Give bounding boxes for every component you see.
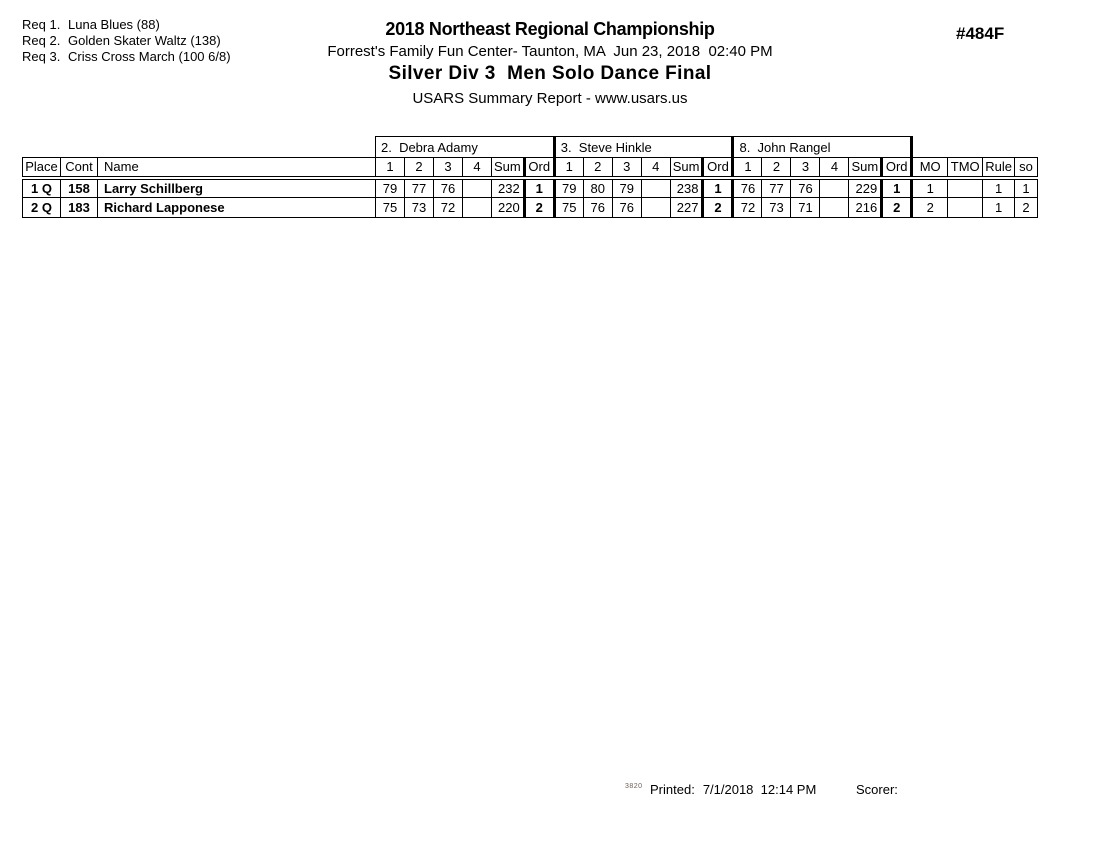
column-header-name: Name — [98, 158, 376, 178]
sum-cell: 216 — [849, 198, 882, 218]
rule-cell: 1 — [983, 198, 1015, 218]
mark-cell: 77 — [762, 178, 791, 198]
mark-cell: 73 — [762, 198, 791, 218]
judge-name-header: 3. Steve Hinkle — [554, 137, 733, 158]
mark-cell — [463, 178, 492, 198]
sum-cell: 229 — [849, 178, 882, 198]
place-cell: 2 Q — [23, 198, 61, 218]
mark-cell: 76 — [583, 198, 612, 218]
page-title: 2018 Northeast Regional Championship — [385, 19, 715, 39]
mark-cell: 80 — [583, 178, 612, 198]
column-header-4: 4 — [463, 158, 492, 178]
venue-date-line: Forrest's Family Fun Center- Taunton, MA Jun 23, 2018 02:40 PM — [327, 43, 773, 60]
ordinal-cell: 2 — [882, 198, 912, 218]
column-header-rule: Rule — [983, 158, 1015, 178]
mo-cell: 2 — [912, 198, 948, 218]
column-header-ord: Ord — [524, 158, 554, 178]
mark-cell: 72 — [434, 198, 463, 218]
column-header-2: 2 — [583, 158, 612, 178]
ordinal-cell: 2 — [524, 198, 554, 218]
mo-cell: 1 — [912, 178, 948, 198]
mark-cell: 77 — [405, 178, 434, 198]
ordinal-cell: 2 — [703, 198, 733, 218]
place-cell: 1 Q — [23, 178, 61, 198]
mark-cell: 79 — [554, 178, 583, 198]
contestant-number-cell: 183 — [61, 198, 98, 218]
report-header — [0, 19, 1100, 107]
results-table — [22, 136, 1038, 218]
column-header-3: 3 — [612, 158, 641, 178]
printed-label: Printed: — [650, 782, 695, 797]
column-header-place: Place — [23, 158, 61, 178]
requirement-text: Golden Skater Waltz (138) — [68, 33, 221, 48]
mark-cell: 76 — [791, 178, 820, 198]
column-header-tmo: TMO — [948, 158, 983, 178]
mark-cell: 71 — [791, 198, 820, 218]
column-header-sum: Sum — [849, 158, 882, 178]
requirement-label: Req 3. — [22, 49, 61, 64]
tmo-cell — [948, 178, 983, 198]
sum-cell: 227 — [670, 198, 703, 218]
column-header-2: 2 — [762, 158, 791, 178]
column-header-1: 1 — [733, 158, 762, 178]
sum-cell: 220 — [492, 198, 525, 218]
rule-cell: 1 — [983, 178, 1015, 198]
mark-cell — [641, 178, 670, 198]
requirement-text: Luna Blues (88) — [68, 17, 160, 32]
requirement-text: Criss Cross March (100 6/8) — [68, 49, 231, 64]
so-cell: 1 — [1014, 178, 1037, 198]
column-header-4: 4 — [820, 158, 849, 178]
column-header-3: 3 — [791, 158, 820, 178]
event-number: #484F — [956, 24, 1005, 43]
mark-cell: 76 — [434, 178, 463, 198]
mark-cell: 75 — [376, 198, 405, 218]
requirement-label: Req 2. — [22, 33, 61, 48]
contestant-number-cell: 158 — [61, 178, 98, 198]
column-header-ord: Ord — [703, 158, 733, 178]
judge-name-header: 8. John Rangel — [733, 137, 912, 158]
event-title: Silver Div 3 Men Solo Dance Final — [388, 63, 712, 84]
mark-cell: 79 — [612, 178, 641, 198]
column-header-so: so — [1014, 158, 1037, 178]
column-header-4: 4 — [641, 158, 670, 178]
mark-cell: 76 — [733, 178, 762, 198]
column-header-2: 2 — [405, 158, 434, 178]
mark-cell — [820, 198, 849, 218]
table-row — [23, 178, 1038, 198]
judge-header-spacer — [912, 137, 1038, 158]
judge-header-spacer — [23, 137, 376, 158]
mark-cell — [641, 198, 670, 218]
mark-cell: 76 — [612, 198, 641, 218]
column-header-1: 1 — [554, 158, 583, 178]
requirement-label: Req 1. — [22, 17, 61, 32]
mark-cell — [463, 198, 492, 218]
column-header-cont: Cont — [61, 158, 98, 178]
printed-value: 7/1/2018 12:14 PM — [702, 782, 817, 797]
judge-name-header: 2. Debra Adamy — [376, 137, 555, 158]
footer-code: 3820 — [625, 783, 643, 790]
tmo-cell — [948, 198, 983, 218]
column-header-ord: Ord — [882, 158, 912, 178]
mark-cell: 72 — [733, 198, 762, 218]
skater-name-cell: Richard Lapponese — [98, 198, 376, 218]
footer-printed — [650, 782, 816, 797]
so-cell: 2 — [1014, 198, 1037, 218]
sum-cell: 238 — [670, 178, 703, 198]
ordinal-cell: 1 — [524, 178, 554, 198]
column-header-sum: Sum — [670, 158, 703, 178]
footer-scorer: Scorer: — [856, 782, 898, 797]
column-header-sum: Sum — [492, 158, 525, 178]
skater-name-cell: Larry Schillberg — [98, 178, 376, 198]
mark-cell: 73 — [405, 198, 434, 218]
sum-cell: 232 — [492, 178, 525, 198]
report-type-line: USARS Summary Report - www.usars.us — [412, 90, 688, 107]
column-header-mo: MO — [912, 158, 948, 178]
column-header-1: 1 — [376, 158, 405, 178]
mark-cell — [820, 178, 849, 198]
mark-cell: 75 — [554, 198, 583, 218]
table-row — [23, 198, 1038, 218]
column-header-3: 3 — [434, 158, 463, 178]
ordinal-cell: 1 — [703, 178, 733, 198]
ordinal-cell: 1 — [882, 178, 912, 198]
mark-cell: 79 — [376, 178, 405, 198]
